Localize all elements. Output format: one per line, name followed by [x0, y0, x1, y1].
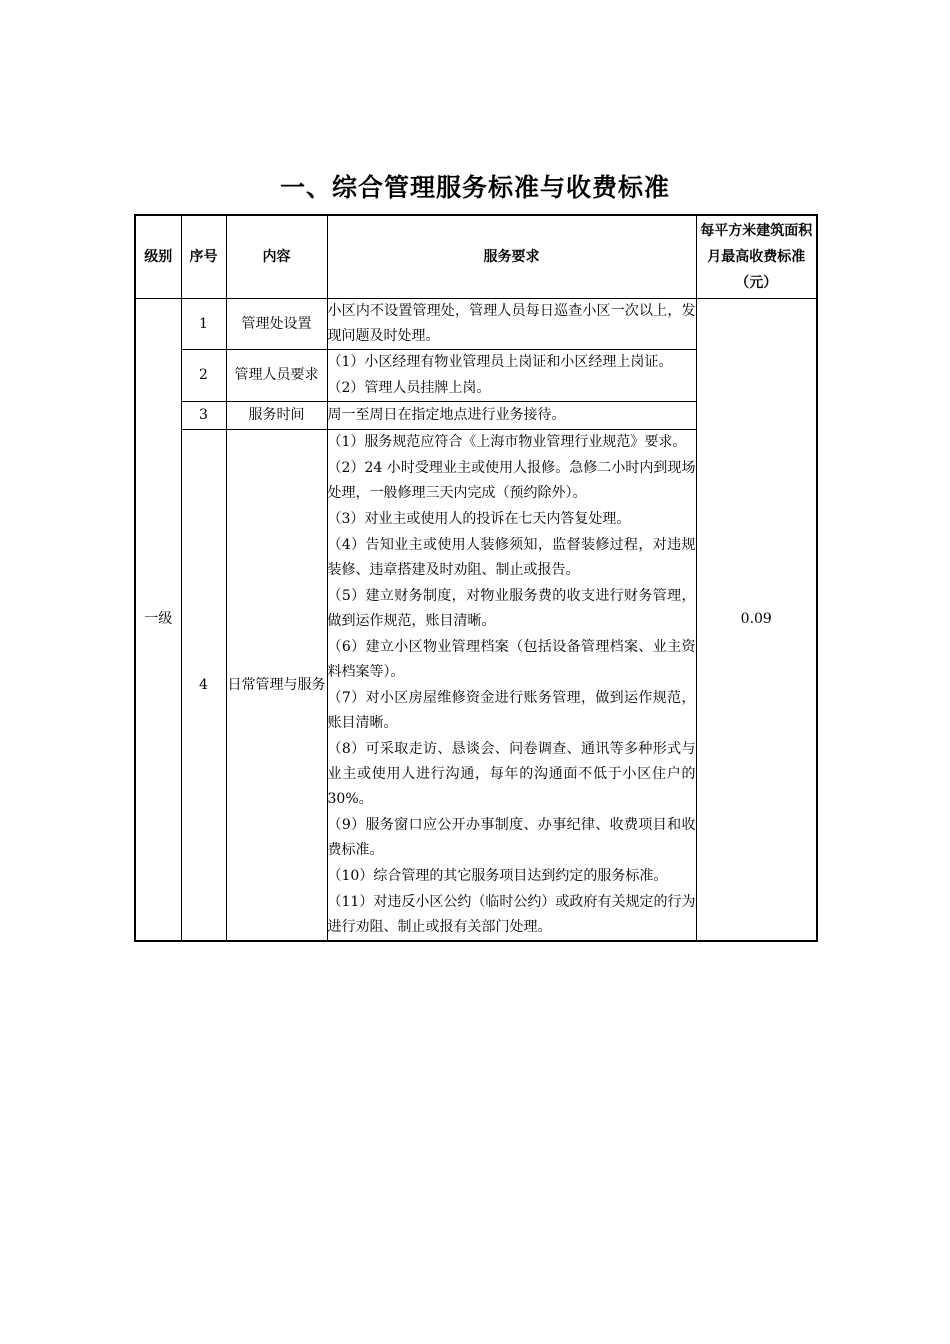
seq-cell: 4 [181, 430, 226, 942]
requirement-line: （4）告知业主或使用人装修须知，监督装修过程，对违规装修、违章搭建及时劝阻、制止或报告。 [327, 537, 696, 578]
requirement-cell [327, 299, 696, 350]
header-level: 级别 [135, 215, 181, 299]
requirement-line: 小区内不设置管理处，管理人员每日巡查小区一次以上，发现问题及时处理。 [327, 303, 696, 344]
seq-cell: 3 [181, 402, 226, 430]
service-standard-table [134, 214, 818, 942]
content-cell: 日常管理与服务 [226, 430, 327, 942]
seq-cell: 2 [181, 350, 226, 402]
header-content: 内容 [226, 215, 327, 299]
level-cell: 一级 [135, 299, 181, 942]
header-requirement: 服务要求 [327, 215, 696, 299]
content-cell: 管理处设置 [226, 299, 327, 350]
seq-cell: 1 [181, 299, 226, 350]
requirement-line: （1）小区经理有物业管理员上岗证和小区经理上岗证。 [327, 354, 673, 370]
content-cell: 服务时间 [226, 402, 327, 430]
requirement-line: （9）服务窗口应公开办事制度、办事纪律、收费项目和收费标准。 [327, 817, 696, 858]
requirement-line: （5）建立财务制度，对物业服务费的收支进行财务管理，做到运作规范，账目清晰。 [327, 588, 696, 629]
table-header-row [135, 215, 817, 299]
requirement-line: （7）对小区房屋维修资金进行账务管理，做到运作规范，账目清晰。 [327, 690, 696, 731]
requirement-cell [327, 350, 696, 402]
fee-cell: 0.09 [696, 299, 817, 942]
requirement-line: （11）对违反小区公约（临时公约）或政府有关规定的行为进行劝阻、制止或报有关部门处理。 [327, 894, 696, 935]
requirement-line: （2）管理人员挂牌上岗。 [327, 380, 491, 396]
table-row [135, 299, 817, 350]
requirement-cell [327, 430, 696, 942]
page-title: 一、综合管理服务标准与收费标准 [279, 173, 670, 202]
header-fee: 每平方米建筑面积月最高收费标准（元） [696, 215, 817, 299]
requirement-line: （2）24 小时受理业主或使用人报修。急修二小时内到现场处理，一般修理三天内完成（预约除外）。 [327, 460, 696, 501]
requirement-line: 周一至周日在指定地点进行业务接待。 [327, 407, 566, 423]
requirement-line: （10）综合管理的其它服务项目达到约定的服务标准。 [327, 868, 668, 884]
requirement-line: （3）对业主或使用人的投诉在七天内答复处理。 [327, 511, 631, 527]
requirement-line: （1）服务规范应符合《上海市物业管理行业规范》要求。 [327, 434, 687, 450]
requirement-line: （8）可采取走访、恳谈会、问卷调查、通讯等多种形式与业主或使用人进行沟通，每年的沟通面不低于小区住户的 30%。 [327, 741, 696, 807]
content-cell: 管理人员要求 [226, 350, 327, 402]
header-seq: 序号 [181, 215, 226, 299]
requirement-cell [327, 402, 696, 430]
requirement-line: （6）建立小区物业管理档案（包括设备管理档案、业主资料档案等）。 [327, 639, 696, 680]
